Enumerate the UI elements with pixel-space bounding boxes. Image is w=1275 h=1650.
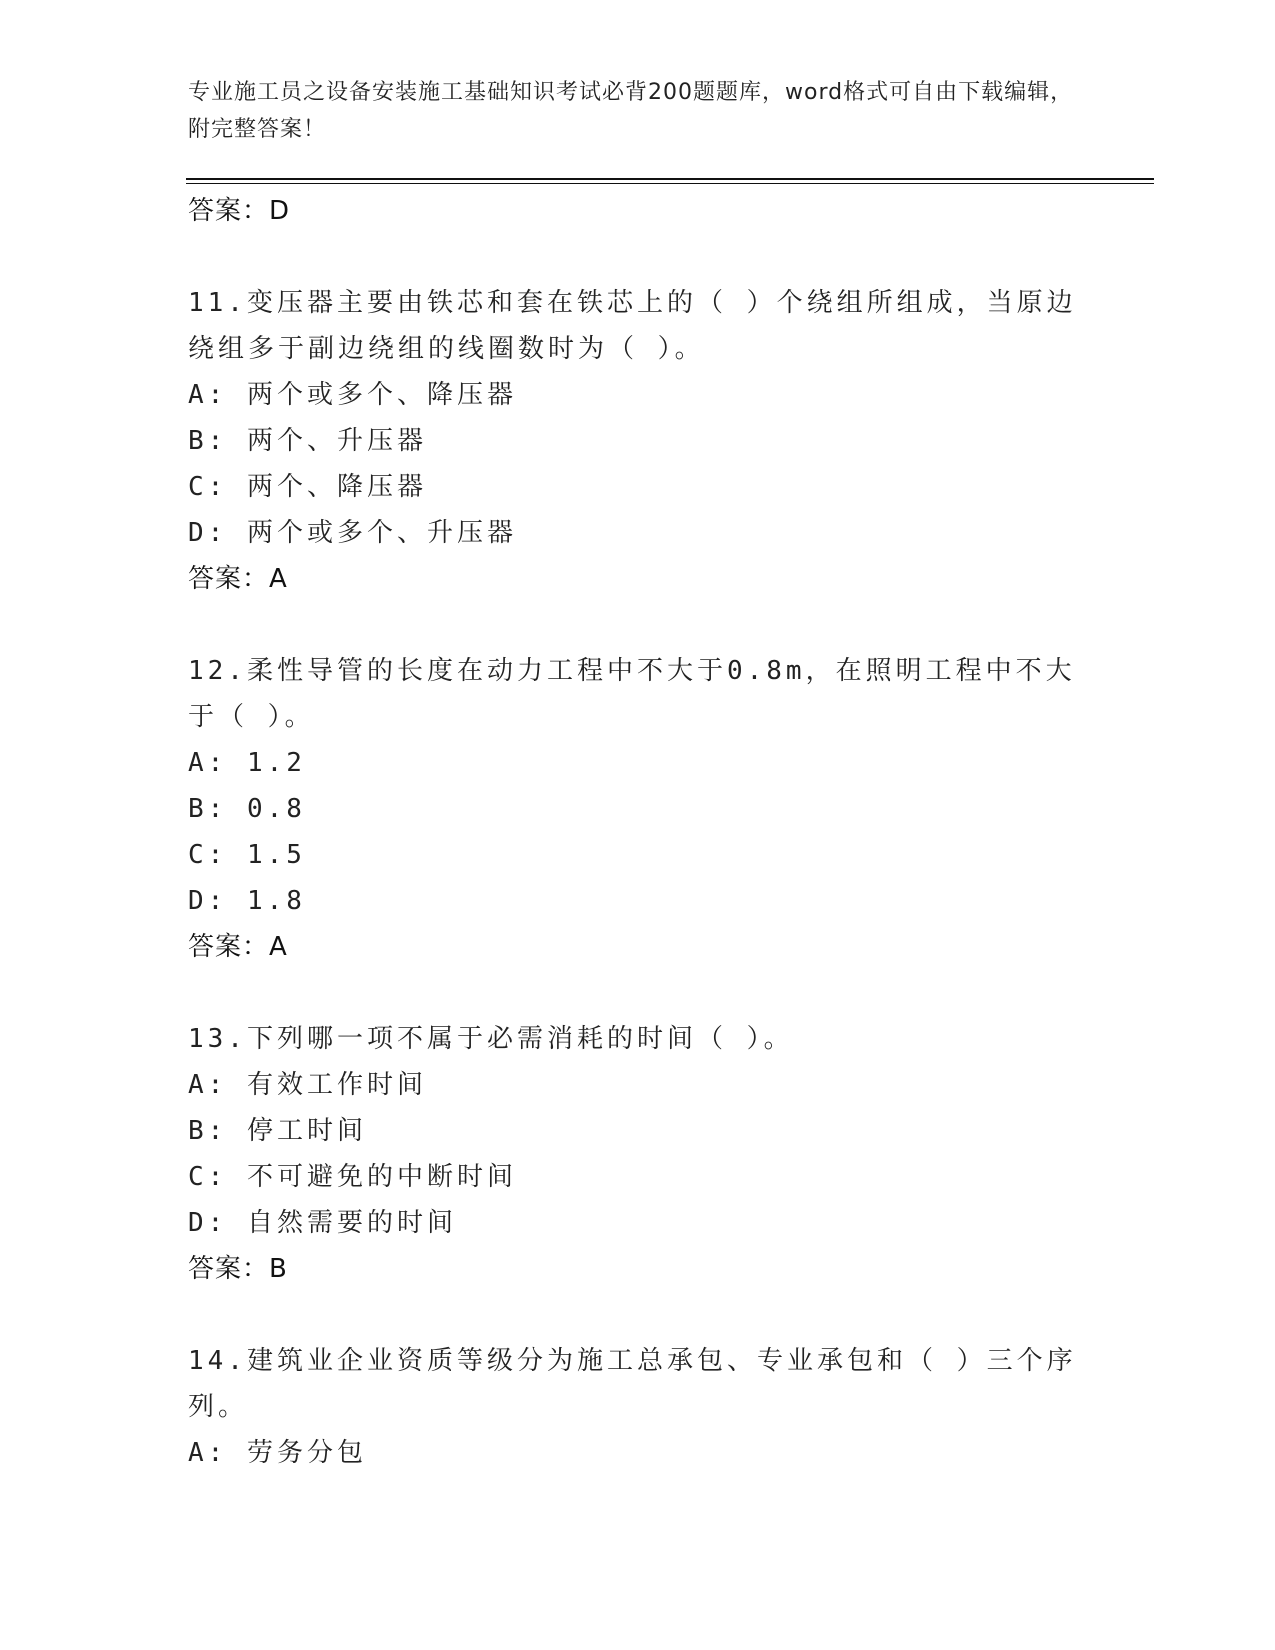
question-stem: 14.建筑业企业资质等级分为施工总承包、专业承包和（ ）三个序列。: [188, 1346, 1077, 1422]
option-c: C: 1.5: [188, 840, 306, 870]
answer-line: 答案：A: [188, 564, 288, 594]
answer-line: 答案：D: [188, 196, 291, 226]
option-a: A: 有效工作时间: [188, 1070, 427, 1100]
option-b: B: 0.8: [188, 794, 306, 824]
question-14: [188, 1338, 1088, 1476]
page-header: 专业施工员之设备安装施工基础知识考试必背200题题库，word格式可自由下载编辑，附完整答案！: [188, 80, 1074, 142]
option-c: C: 两个、降压器: [188, 472, 427, 502]
question-12: [188, 648, 1088, 970]
option-a: A: 两个或多个、降压器: [188, 380, 517, 410]
question-11: [188, 280, 1088, 602]
header-rule-thick: [186, 178, 1154, 180]
question-stem: 11.变压器主要由铁芯和套在铁芯上的（ ）个绕组所组成，当原边绕组多于副边绕组的线圈数时为（ ）。: [188, 288, 1077, 364]
option-c: C: 不可避免的中断时间: [188, 1162, 517, 1192]
option-a: A: 1.2: [188, 748, 306, 778]
question-stem: 13.下列哪一项不属于必需消耗的时间（ ）。: [188, 1024, 794, 1054]
option-d: D: 自然需要的时间: [188, 1208, 457, 1238]
option-b: B: 停工时间: [188, 1116, 367, 1146]
option-b: B: 两个、升压器: [188, 426, 427, 456]
option-d: D: 1.8: [188, 886, 306, 916]
header-rule-thin: [186, 183, 1154, 184]
option-d: D: 两个或多个、升压器: [188, 518, 517, 548]
question-13: [188, 1016, 1088, 1292]
answer-line: 答案：A: [188, 932, 288, 962]
answer-line: 答案：B: [188, 1254, 288, 1284]
question-stem: 12.柔性导管的长度在动力工程中不大于0.8m，在照明工程中不大于（ ）。: [188, 656, 1076, 732]
document-body: [188, 188, 1088, 1476]
option-a: A: 劳务分包: [188, 1438, 367, 1468]
